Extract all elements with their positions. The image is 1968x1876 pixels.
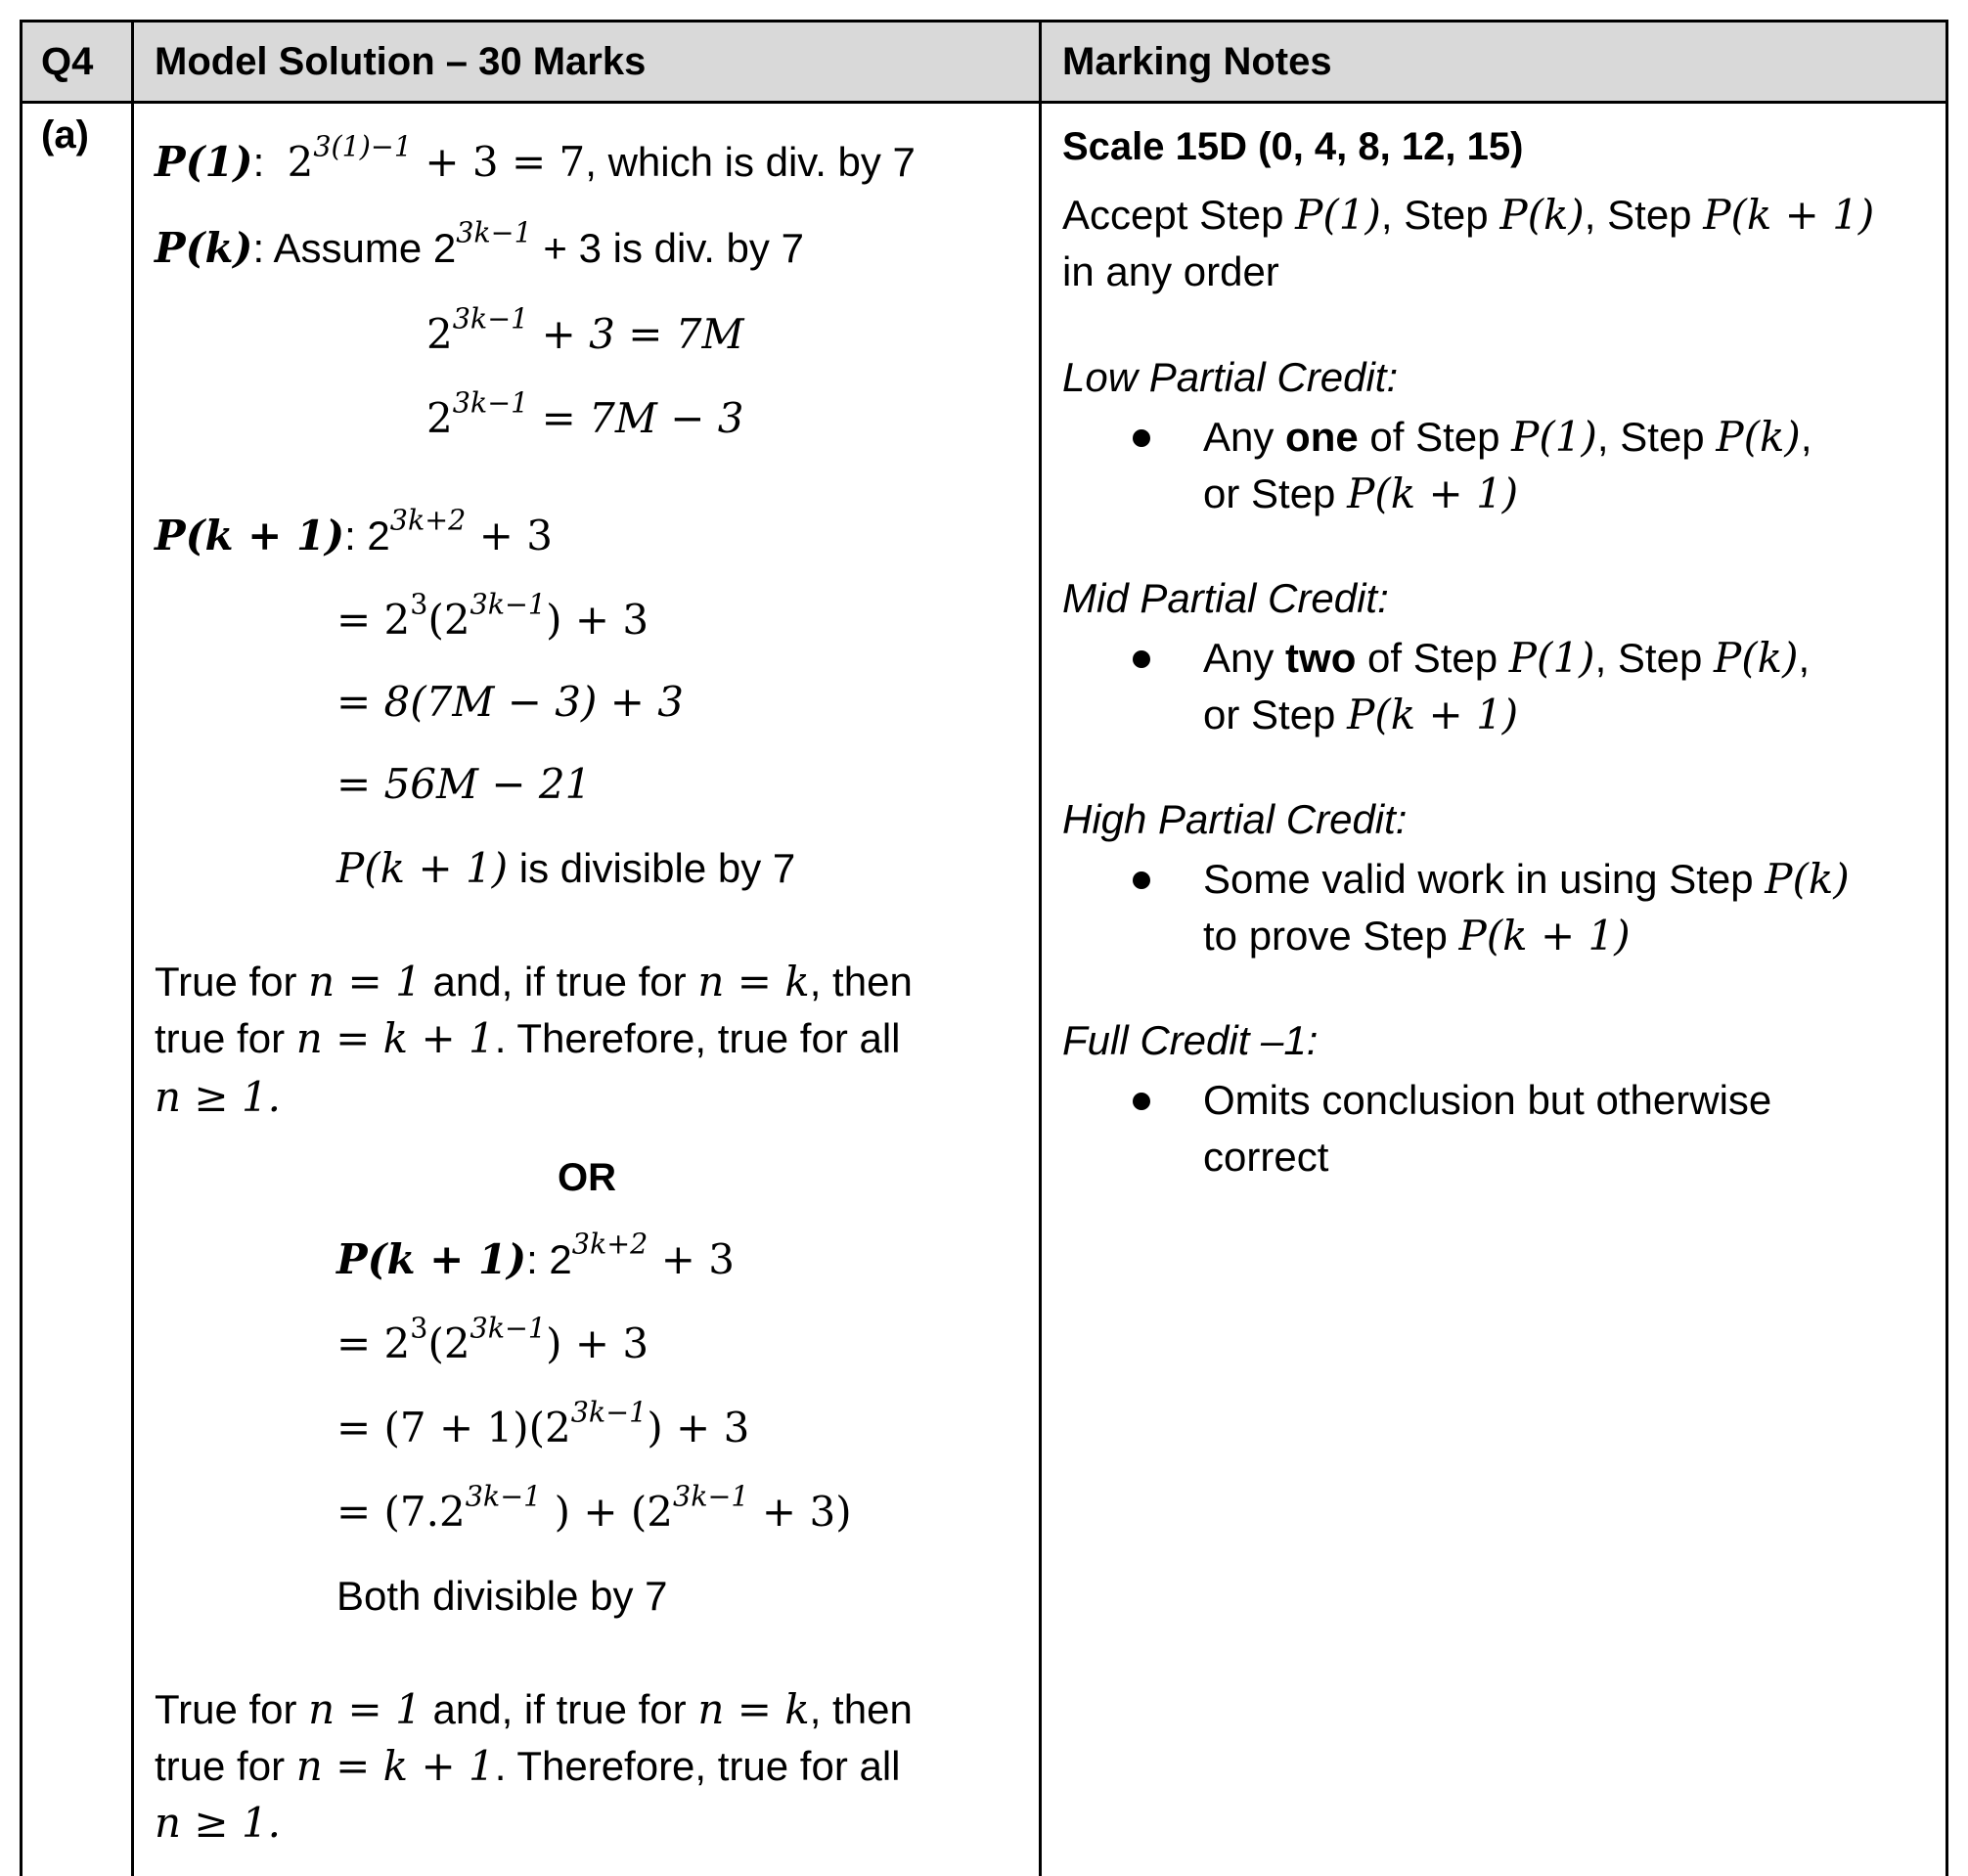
marking-notes-header: Marking Notes <box>1062 40 1332 83</box>
high-partial-line-1: Some valid work in using Step P(k) <box>1203 855 1850 903</box>
pk1-label: P(k + 1) <box>155 512 345 559</box>
full-credit-line-2: correct <box>1203 1134 1329 1180</box>
table-left-border <box>20 20 22 1876</box>
alt-line-2: = $(7 + 1)(2^{3k-1}) + 3$ <box>336 1395 750 1452</box>
step-pk1: P(k + 1): $2^{3k+2} + 3$ <box>155 503 553 559</box>
alt-step-pk1: P(k + 1): $2^{3k+2} + 3$ <box>336 1227 735 1283</box>
pk-equation-2: $2^{3k-1} = 7M - 3$ <box>426 385 744 442</box>
low-partial-credit-title: Low Partial Credit: <box>1062 354 1399 400</box>
part-label: (a) <box>41 113 89 156</box>
conclusion-1-line-2: true for n = k + 1. Therefore, true for all <box>155 1014 901 1062</box>
table-top-border <box>20 20 1948 22</box>
table-right-border <box>1946 20 1948 1876</box>
column-divider-2 <box>1039 20 1042 1876</box>
pk-equation-1: $2^{3k-1} + 3 = 7M$ <box>426 301 744 358</box>
pk1-line-3: = 56M − 21 <box>336 760 592 808</box>
low-partial-line-1: Any one of Step P(1), Step P(k), <box>1203 413 1812 461</box>
pk1-line-2: = 8(7M − 3) + 3 <box>336 678 684 726</box>
pk1-line-4: P(k + 1) is divisible by 7 <box>336 844 796 892</box>
bullet-icon <box>1133 871 1150 889</box>
pk-label: P(k) <box>155 224 253 272</box>
accept-line-2: in any order <box>1062 248 1279 294</box>
mid-partial-line-1: Any two of Step P(1), Step P(k), <box>1203 634 1811 682</box>
column-divider-1 <box>131 20 134 1876</box>
conclusion-2-line-1: True for n = 1 and, if true for n = k, then <box>155 1685 913 1733</box>
model-solution-header: Model Solution – 30 Marks <box>155 40 647 83</box>
header-bottom-border <box>20 101 1948 104</box>
high-partial-credit-title: High Partial Credit: <box>1062 796 1408 842</box>
alt-line-3: = ($7.2^{3k-1}$ ) + $(2^{3k-1} + 3)$ <box>336 1479 852 1536</box>
step-pk: P(k): Assume $2^{3k-1} + 3$ is div. by 7 <box>155 215 804 272</box>
conclusion-1-line-1: True for n = 1 and, if true for n = k, then <box>155 958 913 1005</box>
conclusion-2-line-2: true for n = k + 1. Therefore, true for all <box>155 1742 901 1790</box>
bullet-icon <box>1133 650 1150 668</box>
alt-line-4: Both divisible by 7 <box>336 1573 668 1619</box>
full-credit-title: Full Credit –1: <box>1062 1017 1319 1063</box>
full-credit-line-1: Omits conclusion but otherwise <box>1203 1077 1772 1123</box>
alt-pk1-label: P(k + 1) <box>336 1235 527 1283</box>
alt-line-1: = $2^3(2^{3k-1}) + 3$ <box>336 1311 649 1367</box>
conclusion-1-line-3: n ≥ 1. <box>155 1073 282 1121</box>
accept-line-1: Accept Step P(1), Step P(k), Step P(k + 1) <box>1062 191 1875 239</box>
or-separator: OR <box>558 1156 616 1199</box>
p1-label: P(1) <box>155 138 253 186</box>
low-partial-line-2: or Step P(k + 1) <box>1203 469 1519 517</box>
bullet-icon <box>1133 1093 1150 1110</box>
conclusion-2-line-3: n ≥ 1. <box>155 1799 282 1847</box>
mid-partial-line-2: or Step P(k + 1) <box>1203 691 1519 738</box>
pk1-line-1: = $2^3(2^{3k-1}) + 3$ <box>336 587 649 644</box>
step-p1: P(1): $2^{3(1)-1} + 3 = 7$, which is div. by 7 <box>155 129 916 186</box>
scale-label: Scale 15D (0, 4, 8, 12, 15) <box>1062 125 1524 168</box>
mid-partial-credit-title: Mid Partial Credit: <box>1062 575 1389 621</box>
high-partial-line-2: to prove Step P(k + 1) <box>1203 912 1631 960</box>
question-number-header: Q4 <box>41 40 94 83</box>
bullet-icon <box>1133 429 1150 447</box>
